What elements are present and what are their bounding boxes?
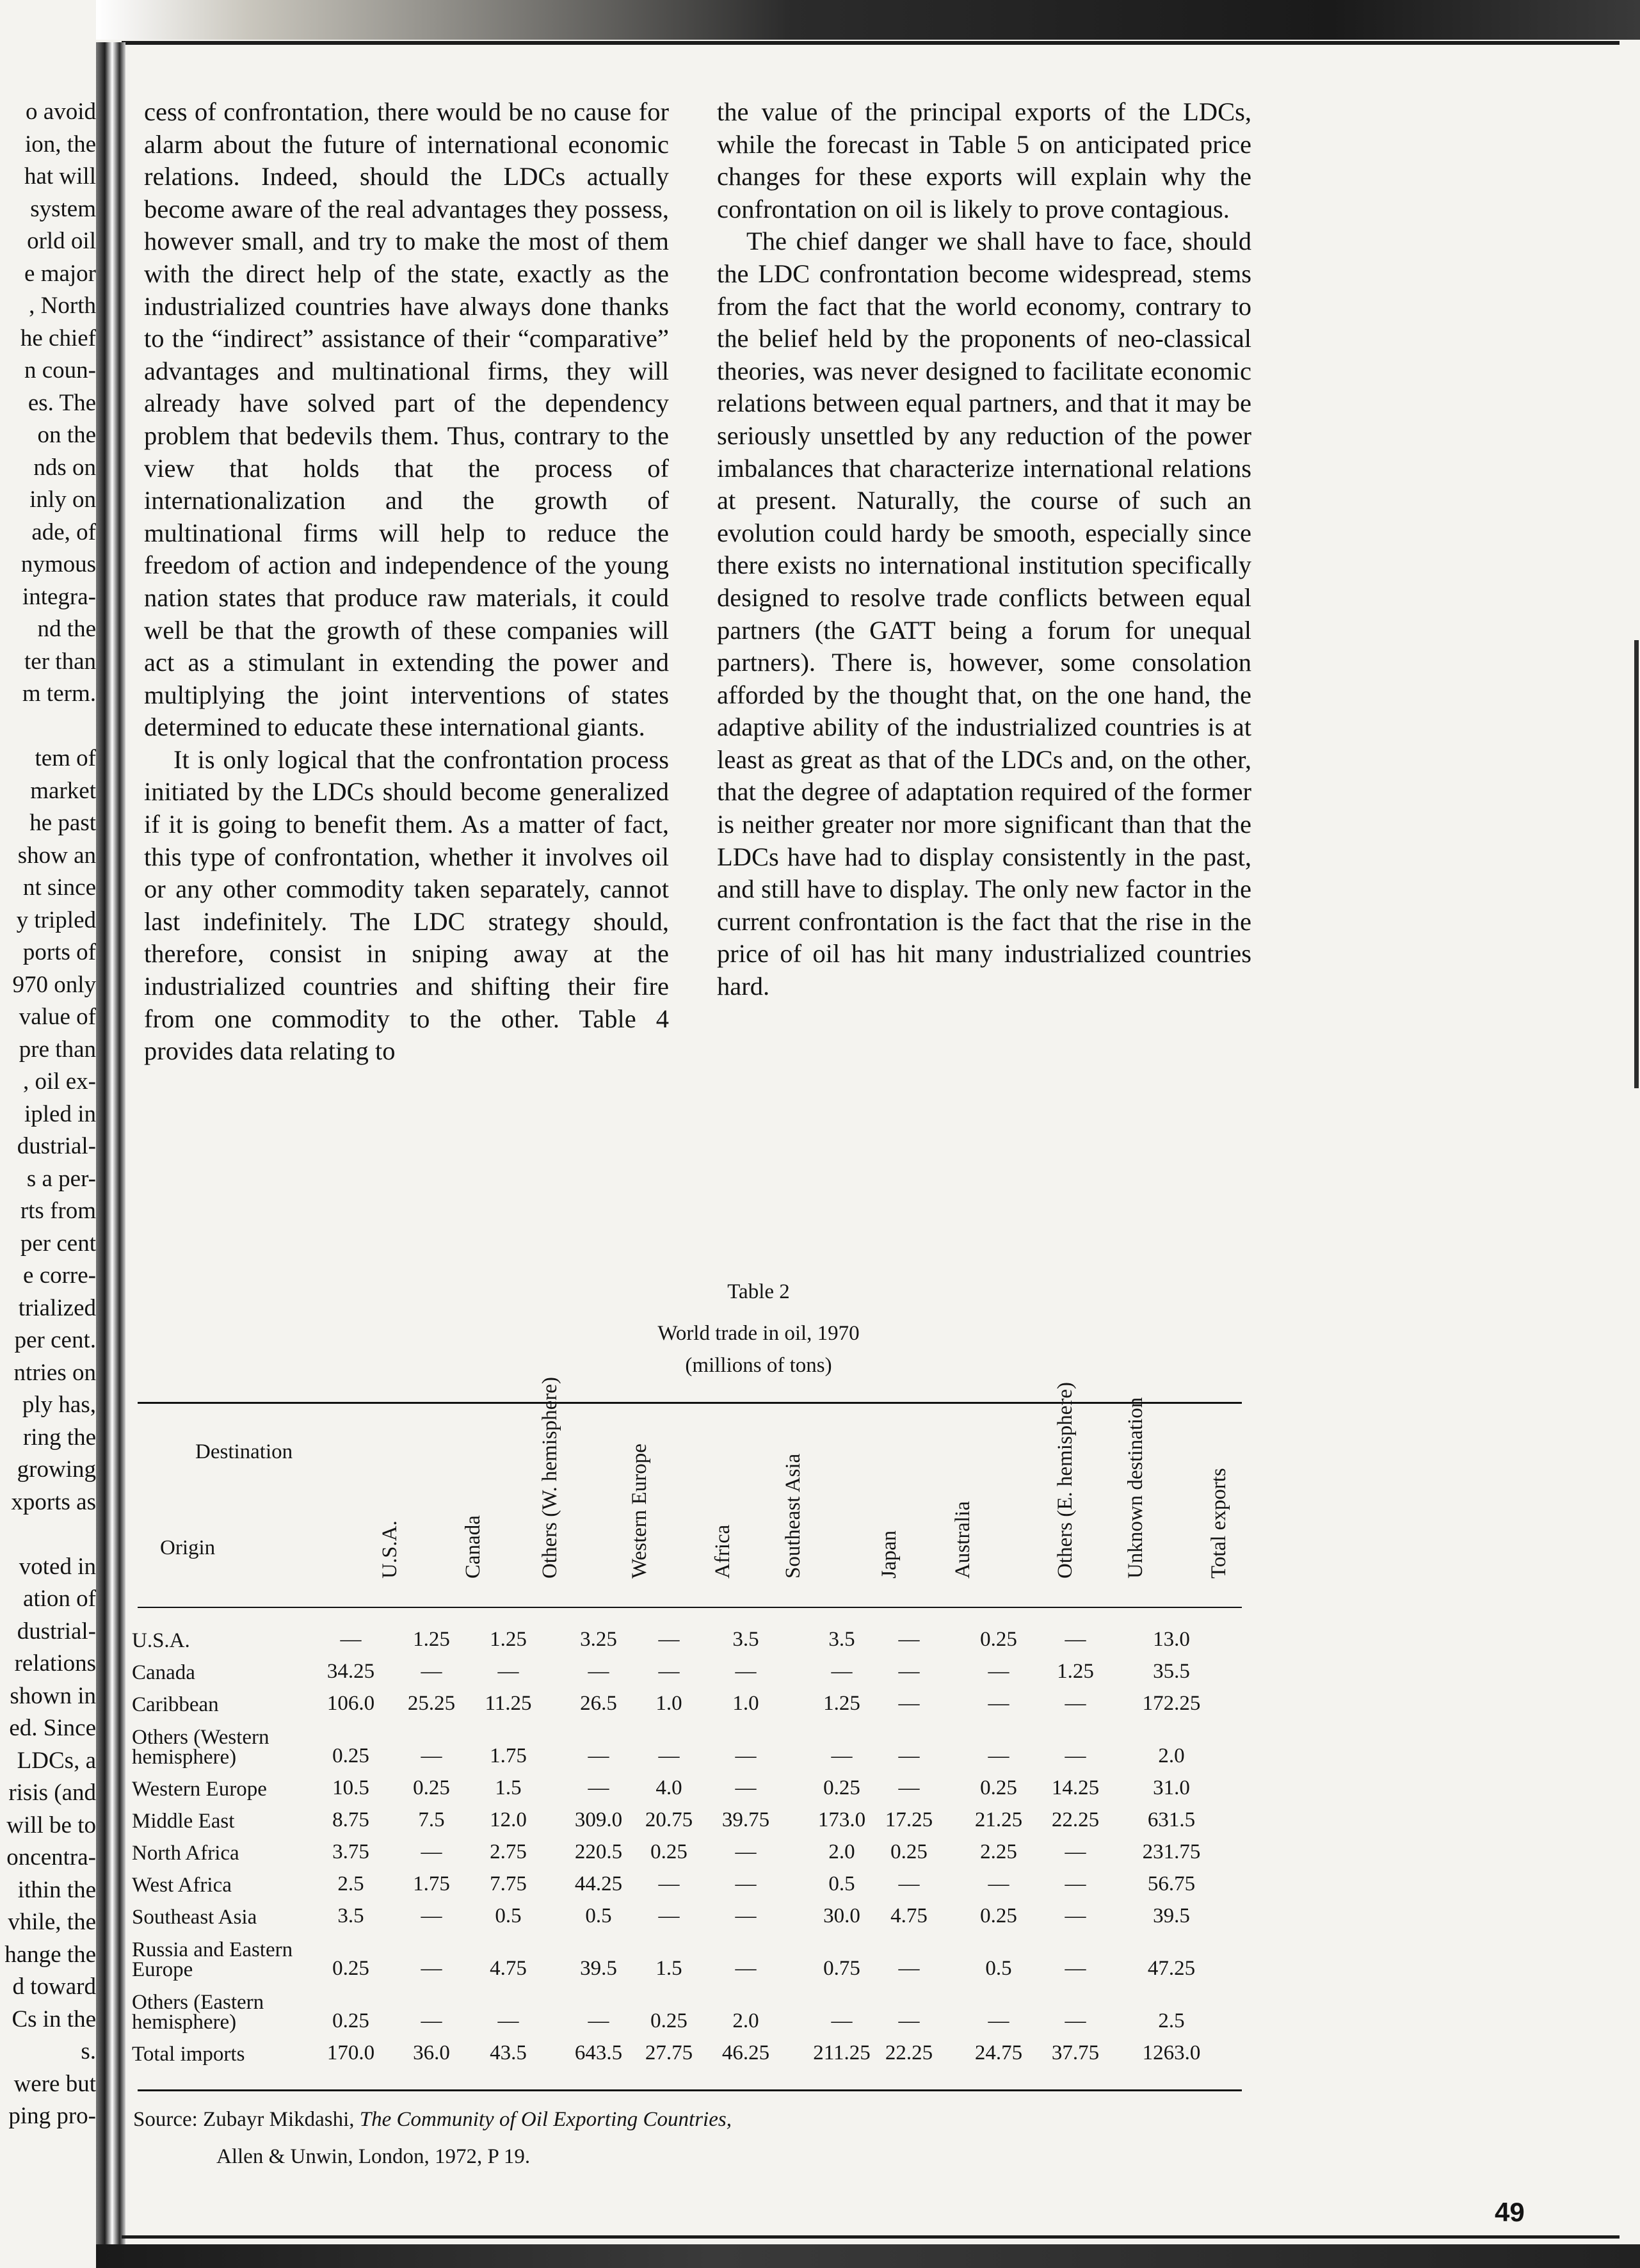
table-cell: 220.5 (574, 1840, 623, 1863)
column-header-label: U.S.A. (378, 1520, 401, 1579)
table-cell: 3.5 (732, 1628, 759, 1651)
table-cell: 0.25 (650, 1840, 687, 1863)
table-cell: 0.25 (890, 1840, 928, 1863)
table-row (132, 1623, 1246, 1655)
table-cell: 17.25 (885, 1808, 933, 1831)
table-cell: 3.75 (332, 1840, 369, 1863)
table-cell: — (421, 1840, 442, 1863)
table-cell: — (898, 1692, 920, 1715)
table-cell: 1.25 (490, 1628, 527, 1651)
table-cell: 24.75 (974, 2041, 1023, 2064)
destination-header: Destination (195, 1440, 293, 1463)
fragment-line: per cent. (14, 1327, 96, 1353)
table-cell: — (1065, 1744, 1086, 1767)
fragment-line: ring the (22, 1424, 96, 1451)
table-cell: — (898, 1628, 920, 1651)
column-header-label: Western Europe (628, 1444, 651, 1579)
table-cell: — (497, 1660, 519, 1683)
row-origin: Canada (132, 1661, 195, 1684)
table-cell: 106.0 (326, 1692, 375, 1715)
table-cell: 56.75 (1147, 1872, 1196, 1895)
table-row (132, 1984, 1246, 2036)
table-cell: 0.25 (650, 2009, 687, 2032)
table-body (132, 1623, 1246, 2068)
row-origin: North Africa (132, 1842, 239, 1865)
fragment-line: e major (24, 260, 96, 287)
table-cell: — (988, 1660, 1009, 1683)
column-header-label: Others (E. hemisphere) (1054, 1382, 1077, 1579)
fragment-line: hat will (24, 163, 96, 189)
table-cell: — (1065, 1628, 1086, 1651)
table-cell: 4.75 (890, 1904, 928, 1927)
fragment-line: market (30, 777, 96, 804)
row-origin: West Africa (132, 1874, 232, 1897)
origin-header: Origin (160, 1536, 216, 1559)
table-cell: 0.25 (332, 2009, 369, 2032)
fragment-line: integra- (22, 583, 96, 610)
table-cell: — (988, 1744, 1009, 1767)
table-cell: 36.0 (413, 2041, 450, 2064)
fragment-line: vhile, the (8, 1909, 96, 1935)
fragment-line: ntries on (13, 1359, 96, 1386)
page-number: 49 (1495, 2197, 1525, 2227)
table-cell: — (1065, 1840, 1086, 1863)
fragment-line: Cs in the (12, 2006, 96, 2032)
column-header-label: Africa (711, 1524, 734, 1579)
source-title: The Community of Oil Exporting Countries, (359, 2108, 732, 2131)
fragment-line: es. The (28, 389, 96, 416)
fragment-line: , North (29, 293, 96, 319)
table-cell: — (421, 2009, 442, 2032)
column-header-label: Japan (878, 1530, 901, 1579)
fragment-line: on the (37, 422, 96, 448)
fragment-line: d toward (12, 1974, 96, 2000)
fragment-line: tem of (35, 745, 96, 771)
table-cell: — (421, 1660, 442, 1683)
table-cell: 35.5 (1153, 1660, 1190, 1683)
fragment-line: ports of (22, 939, 96, 965)
fragment-line: he chief (20, 325, 96, 351)
fragment-line: nt since (22, 874, 96, 901)
column-header-label: Southeast Asia (782, 1453, 805, 1579)
scan-bottom-edge (96, 2244, 1640, 2268)
table-cell: 4.0 (655, 1776, 682, 1799)
table-cell: 11.25 (485, 1692, 532, 1715)
paragraph: It is only logical that the confrontation process initiated by the LDCs should become generalized if it is going to benefit them. As a matter of fact, this type of confrontation, whether it involves oil or any other commodity taken separately, cannot last indefinitely. The LDC strategy should, therefore, consist in sniping away at the industrialized countries and shifting their fire from one commodity to the other. Table 4 provides data relating to (144, 744, 669, 1066)
table-source (133, 2101, 732, 2175)
fragment-line: ply has, (22, 1392, 96, 1418)
fragment-line: ping pro- (8, 2103, 96, 2129)
table-cell: — (831, 1660, 853, 1683)
fragment-line: nds on (33, 454, 96, 481)
table-cell: 0.25 (332, 1957, 369, 1980)
table-cell: 2.0 (828, 1840, 855, 1863)
table-cell: 43.5 (490, 2041, 527, 2064)
table-cell: 37.75 (1051, 2041, 1100, 2064)
table-cell: — (588, 1660, 609, 1683)
column-header-label: Canada (462, 1515, 485, 1579)
table-cell: 1.0 (655, 1692, 682, 1715)
fragment-line: m term. (22, 680, 96, 707)
table-cell: 3.5 (337, 1904, 364, 1927)
table-cell: 0.25 (413, 1776, 450, 1799)
fragment-line: trialized (18, 1294, 96, 1321)
table-cell: 8.75 (332, 1808, 369, 1831)
table-cell: — (421, 1744, 442, 1767)
table-cell: 20.75 (645, 1808, 693, 1831)
table-cell: — (735, 1957, 757, 1980)
table-cell: 21.25 (974, 1808, 1023, 1831)
table-cell: 2.0 (732, 2009, 759, 2032)
fragment-line (0, 711, 96, 743)
fragment-line: show an (17, 842, 96, 869)
fragment-line: xports as (11, 1488, 96, 1515)
fragment-line: ithin the (17, 1876, 96, 1903)
table-cell: — (898, 2009, 920, 2032)
fragment-line (0, 1518, 96, 1551)
table-cell: 4.75 (490, 1957, 527, 1980)
table-cell: — (588, 1744, 609, 1767)
fragment-line: LDCs, a (17, 1747, 96, 1774)
table-cell: 1.75 (490, 1744, 527, 1767)
row-origin: Others (Western hemisphere) (132, 1726, 269, 1769)
table-row (132, 1931, 1246, 1984)
table-cell: 1263.0 (1142, 2041, 1201, 2064)
table-cell: — (898, 1776, 920, 1799)
fragment-line: y tripled (16, 906, 96, 933)
table-row (132, 1835, 1246, 1867)
table-header-rule (138, 1607, 1242, 1608)
table-cell: 3.5 (828, 1628, 855, 1651)
table-bottom-rule (138, 2089, 1242, 2091)
table-row (132, 1771, 1246, 1803)
table-cell: 27.75 (645, 2041, 693, 2064)
paragraph: the value of the principal exports of the LDCs, while the forecast in Table 5 on anticipated price changes for these exports will explain why the confrontation on oil is likely to prove contagious. (717, 97, 1251, 223)
table-cell: 2.75 (490, 1840, 527, 1863)
table-cell: 643.5 (574, 2041, 623, 2064)
row-origin: Others (Eastern hemisphere) (132, 1991, 264, 2034)
table-cell: 2.25 (980, 1840, 1017, 1863)
paragraph: cess of confrontation, there would be no cause for alarm about the future of international economic relations. Indeed, should the LDCs actually become aware of the real advantages they possess, however small, and try to make the most of them with the direct help of the state, exactly as the industrialized countries have always done thanks to the “indirect” assistance of their “comparative” advantages and multinational firms, they will already have solved part of the dependency problem that bedevils them. Thus, contrary to the view that holds that the process of internationalization and the growth of multinational firms will help to reduce the freedom of action and independence of the young nation states that produce raw materials, it could well be that the growth of these companies will act as a stimulant in extending the power and multiplying the joint interventions of states determined to educate these international giants. (144, 97, 669, 742)
fragment-line: he past (29, 810, 96, 836)
table-cell: 0.5 (828, 1872, 855, 1895)
fragment-line: pre than (19, 1036, 96, 1063)
table-cell: — (831, 1744, 853, 1767)
table-cell: — (988, 2009, 1009, 2032)
source-label: Source: (133, 2108, 198, 2131)
table-cell: — (735, 1872, 757, 1895)
fragment-line: 970 only (12, 971, 96, 998)
table-cell: 12.0 (490, 1808, 527, 1831)
table-cell: 26.5 (580, 1692, 617, 1715)
fragment-line: relations (14, 1650, 96, 1677)
table-cell: — (1065, 1957, 1086, 1980)
table-title: Table 2 (727, 1280, 790, 1303)
table-cell: — (1065, 1692, 1086, 1715)
table-cell: 2.5 (1158, 2009, 1185, 2032)
table-cell: — (831, 2009, 853, 2032)
right-text-column (717, 96, 1251, 1003)
fragment-line: dustrial- (17, 1133, 96, 1159)
table-cell: 25.25 (407, 1692, 456, 1715)
table-cell: 0.25 (980, 1628, 1017, 1651)
fragment-line: orld oil (27, 228, 96, 254)
table-row (132, 1899, 1246, 1931)
row-origin: Caribbean (132, 1693, 219, 1716)
table-row (132, 1655, 1246, 1687)
table-cell: — (1065, 1904, 1086, 1927)
table-cell: — (898, 1744, 920, 1767)
scan-top-edge (96, 0, 1640, 40)
table-cell: 22.25 (1051, 1808, 1100, 1831)
table-cell: 7.75 (490, 1872, 527, 1895)
fragment-line: voted in (19, 1553, 96, 1580)
row-origin: Middle East (132, 1810, 235, 1833)
table-cell: 0.5 (495, 1904, 522, 1927)
row-origin: Western Europe (132, 1778, 267, 1801)
table-row (132, 1867, 1246, 1899)
fragment-line: ation of (22, 1586, 96, 1612)
table-cell: — (1065, 2009, 1086, 2032)
table-cell: — (588, 2009, 609, 2032)
table-cell: 231.75 (1142, 1840, 1201, 1863)
table-cell: 1.25 (823, 1692, 860, 1715)
table-cell: 211.25 (813, 2041, 871, 2064)
column-header-label: Others (W. hemisphere) (538, 1377, 561, 1579)
fragment-line: per cent (20, 1230, 96, 1257)
table-cell: 0.25 (980, 1904, 1017, 1927)
previous-page-fragment (0, 96, 96, 2133)
table-row (132, 1803, 1246, 1835)
fragment-line: ed. Since (9, 1715, 96, 1741)
fragment-line: nymous (20, 551, 96, 577)
table-cell: — (658, 1628, 680, 1651)
row-origin: Total imports (132, 2043, 245, 2066)
fragment-line: , oil ex- (22, 1068, 96, 1095)
table-cell: 1.25 (1057, 1660, 1094, 1683)
table-cell: 1.5 (655, 1957, 682, 1980)
row-origin: Southeast Asia (132, 1906, 257, 1929)
table-cell: 34.25 (326, 1660, 375, 1683)
table-cell: 10.5 (332, 1776, 369, 1799)
row-origin: Russia and Eastern Europe (132, 1938, 293, 1981)
table-cell: 22.25 (885, 2041, 933, 2064)
column-header-label: Total exports (1207, 1468, 1230, 1579)
row-origin: U.S.A. (132, 1629, 190, 1652)
fragment-line: inly on (29, 487, 96, 513)
table-cell: 2.5 (337, 1872, 364, 1895)
table-cell: 44.25 (574, 1872, 623, 1895)
fragment-line: ion, the (25, 131, 96, 157)
column-header-label: Unknown destination (1124, 1397, 1147, 1579)
table-cell: — (421, 1957, 442, 1980)
table-cell: 309.0 (574, 1808, 623, 1831)
table-cell: — (988, 1692, 1009, 1715)
table-row (132, 1687, 1246, 1719)
table-row (132, 2036, 1246, 2068)
fragment-line: ade, of (31, 519, 96, 545)
source-author: Zubayr Mikdashi, (203, 2108, 355, 2131)
table-cell: — (1065, 1872, 1086, 1895)
table-cell: 1.75 (413, 1872, 450, 1895)
fragment-line: value of (19, 1004, 96, 1030)
table-cell: 1.0 (732, 1692, 759, 1715)
table-cell: — (988, 1872, 1009, 1895)
table-cell: — (497, 2009, 519, 2032)
table-cell: — (340, 1628, 362, 1651)
table-cell: 46.25 (721, 2041, 770, 2064)
fragment-line: hange the (4, 1941, 96, 1968)
table-cell: 0.25 (332, 1744, 369, 1767)
table-cell: — (658, 1660, 680, 1683)
fragment-line: s a per- (26, 1165, 96, 1192)
table-cell: 39.5 (580, 1957, 617, 1980)
table-cell: — (735, 1776, 757, 1799)
table-cell: 173.0 (817, 1808, 866, 1831)
table-cell: 31.0 (1153, 1776, 1190, 1799)
table-cell: — (735, 1904, 757, 1927)
table-cell: 47.25 (1147, 1957, 1196, 1980)
table-cell: — (735, 1660, 757, 1683)
table-cell: — (658, 1744, 680, 1767)
table-cell: — (658, 1904, 680, 1927)
table-cell: 170.0 (326, 2041, 375, 2064)
fragment-line: shown in (10, 1682, 96, 1709)
fragment-line: o avoid (26, 99, 96, 125)
table-cell: — (898, 1872, 920, 1895)
table-cell: 1.5 (495, 1776, 522, 1799)
table-cell: 14.25 (1051, 1776, 1100, 1799)
table-unit: (millions of tons) (685, 1354, 832, 1377)
table-cell: 1.25 (413, 1628, 450, 1651)
book-gutter (96, 42, 125, 2244)
fragment-line: rts from (20, 1198, 96, 1224)
fragment-line: s. (81, 2038, 96, 2064)
table-cell: 0.75 (823, 1957, 860, 1980)
right-edge-mark (1634, 640, 1639, 1088)
paragraph: The chief danger we shall have to face, should the LDC confrontation become widespread, stems from the fact that the world economy, contrary to the belief held by the proponents of neo-classical theories, was never designed to facilitate economic relations between equal partners, and that it may be seriously unsettled by any reduction of the power imbalances that characterize international relations at present. Naturally, the course of such an evolution could hardy be smooth, especially since there exists no international institution specifically designed to resolve trade conflicts between equal partners (the GATT being a forum for unequal partners). There is, however, some consolation afforded by the thought that, on the one hand, the adaptive ability of the industrialized countries is at least as great as that of the LDCs and, on the other, that the degree of adaptation required of the former is neither greater nor more significant than that the LDCs have had to display consistently in the past, and still have to display. The only new factor in the current confrontation is the fact that the rise in the price of oil has hit many industrialized countries hard. (717, 227, 1251, 1001)
fragment-line: ipled in (24, 1100, 96, 1127)
column-header-label: Australia (951, 1501, 974, 1579)
table-cell: — (898, 1660, 920, 1683)
table-cell: 2.0 (1158, 1744, 1185, 1767)
fragment-line: risis (and (8, 1780, 96, 1806)
table-cell: 0.5 (985, 1957, 1012, 1980)
table-cell: — (658, 1872, 680, 1895)
table-subtitle: World trade in oil, 1970 (657, 1322, 860, 1345)
table-cell: 0.25 (823, 1776, 860, 1799)
fragment-line: growing (17, 1456, 96, 1483)
top-frame-rule (122, 41, 1620, 45)
table-cell: 631.5 (1147, 1808, 1196, 1831)
left-text-column (144, 96, 669, 1068)
table-cell: 13.0 (1153, 1628, 1190, 1651)
bottom-frame-rule (122, 2235, 1620, 2239)
fragment-line: system (30, 195, 96, 222)
fragment-line: n coun- (24, 357, 96, 383)
table-cell: 172.25 (1142, 1692, 1201, 1715)
source-publisher: Allen & Unwin, London, 1972, P 19. (216, 2145, 531, 2168)
table-cell: 0.5 (585, 1904, 612, 1927)
table-cell: — (735, 1744, 757, 1767)
table-cell: 7.5 (418, 1808, 445, 1831)
table-cell: 3.25 (580, 1628, 617, 1651)
table-cell: 30.0 (823, 1904, 860, 1927)
table-cell: 39.75 (721, 1808, 770, 1831)
table-cell: — (588, 1776, 609, 1799)
table-cell: 0.25 (980, 1776, 1017, 1799)
fragment-line: oncentra- (6, 1844, 96, 1870)
fragment-line: nd the (37, 616, 96, 642)
table-cell: — (421, 1904, 442, 1927)
fragment-line: will be to (6, 1812, 96, 1838)
table-cell: — (735, 1840, 757, 1863)
fragment-line: were but (13, 2070, 96, 2097)
fragment-line: ter than (24, 648, 96, 675)
fragment-line: e corre- (23, 1262, 96, 1289)
table-row (132, 1719, 1246, 1771)
table-cell: 39.5 (1153, 1904, 1190, 1927)
fragment-line: dustrial- (17, 1618, 96, 1645)
table-cell: — (898, 1957, 920, 1980)
